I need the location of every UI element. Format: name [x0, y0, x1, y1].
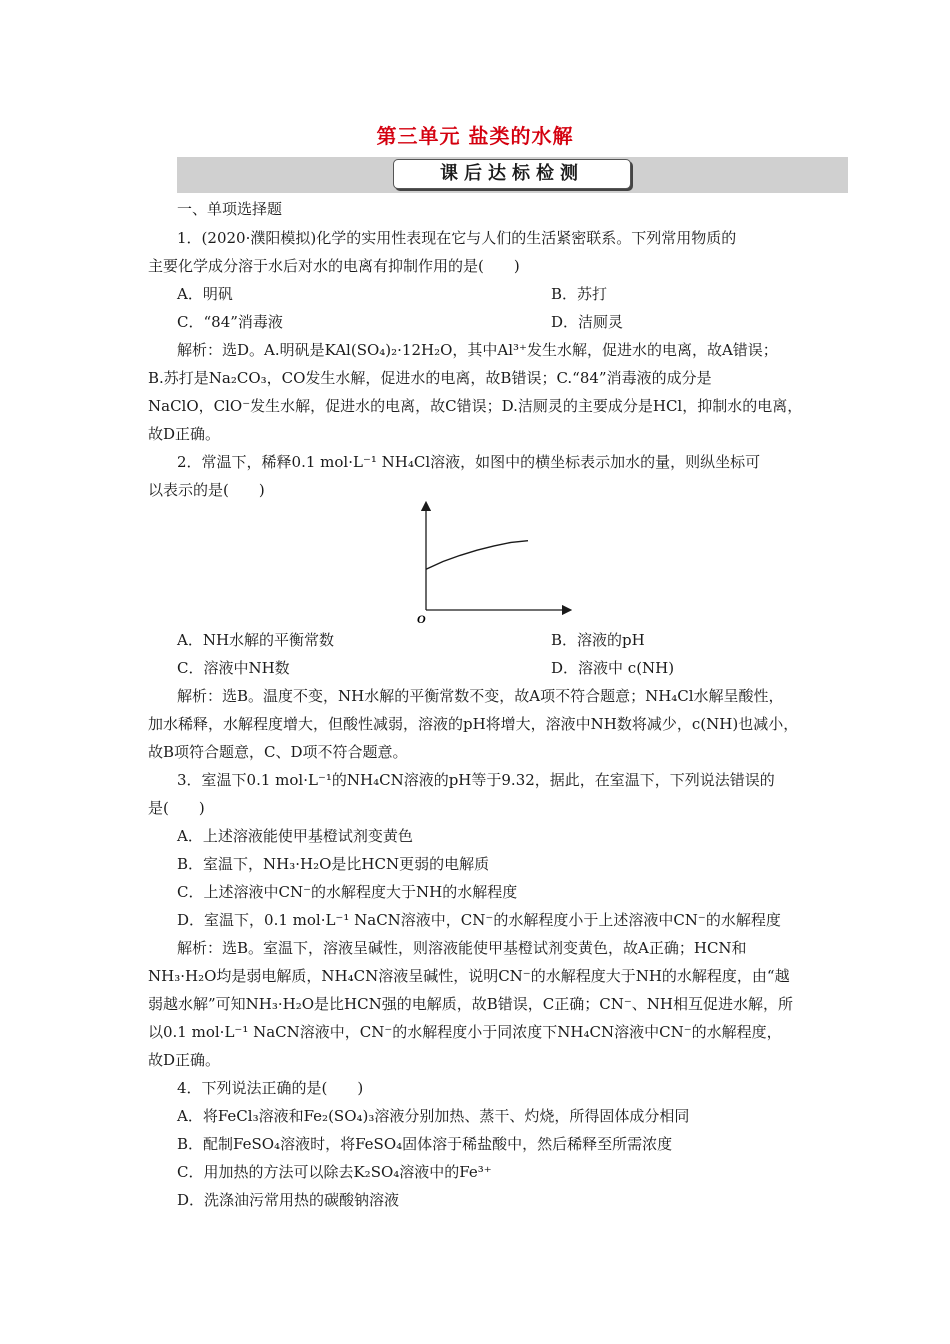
q4-option-a: A．将FeCl₃溶液和Fe₂(SO₄)₃溶液分别加热、蒸干、灼烧，所得固体成分相同	[177, 1107, 690, 1125]
q2-option-b: B．溶液的pH	[551, 631, 645, 649]
q1-stem-line-1: 1．(2020·濮阳模拟)化学的实用性表现在它与人们的生活紧密联系。下列常用物质的	[177, 229, 737, 247]
q3-explanation-line-3: 弱越水解”可知NH₃·H₂O是比HCN强的电解质，故B错误，C正确；CN⁻、NH相互促进水解，所	[148, 995, 793, 1013]
q1-stem-line-2: 主要化学成分溶于水后对水的电离有抑制作用的是( )	[148, 257, 520, 275]
q2-explanation-line-2: 加水稀释，水解程度增大，但酸性减弱，溶液的pH将增大，溶液中NH数将减少，c(NH)也减小，	[148, 715, 799, 733]
q1-explanation-line-3: NaClO，ClO⁻发生水解，促进水的电离，故C错误；D.洁厕灵的主要成分是HCl，抑制水的电离，	[148, 397, 803, 415]
q4-option-c: C．用加热的方法可以除去K₂SO₄溶液中的Fe³⁺	[177, 1163, 492, 1181]
q3-explanation-line-1: 解析：选B。室温下，溶液呈碱性，则溶液能使甲基橙试剂变黄色，故A正确；HCN和	[177, 939, 747, 957]
q3-option-b: B．室温下，NH₃·H₂O是比HCN更弱的电解质	[177, 855, 490, 873]
q3-explanation-line-5: 故D正确。	[148, 1051, 221, 1069]
q1-explanation-line-2: B.苏打是Na₂CO₃，CO发生水解，促进水的电离，故B错误；C.“84”消毒液的成分是	[148, 369, 712, 387]
q1-option-a: A．明矾	[177, 285, 233, 303]
q3-stem-line-1: 3．室温下0.1 mol·L⁻¹的NH₄CN溶液的pH等于9.32，据此，在室温下，下列说法错误的	[177, 771, 775, 789]
section-heading: 一、单项选择题	[177, 200, 283, 218]
q2-stem-line-1: 2．常温下，稀释0.1 mol·L⁻¹ NH₄Cl溶液，如图中的横坐标表示加水的量，则纵坐标可	[177, 453, 761, 471]
q2-stem-line-2: 以表示的是( )	[148, 481, 265, 499]
q1-explanation-line-4: 故D正确。	[148, 425, 221, 443]
q2-option-c: C．溶液中NH数	[177, 659, 290, 677]
q1-option-b: B．苏打	[551, 285, 608, 303]
banner-label: 课后达标检测	[393, 159, 631, 189]
q4-option-b: B．配制FeSO₄溶液时，将FeSO₄固体溶于稀盐酸中，然后稀释至所需浓度	[177, 1135, 673, 1153]
q3-explanation-line-2: NH₃·H₂O均是弱电解质，NH₄CN溶液呈碱性，说明CN⁻的水解程度大于NH的水解程度，由“越	[148, 967, 790, 985]
q1-option-c: C．“84”消毒液	[177, 313, 283, 331]
q1-explanation-line-1: 解析：选D。A.明矾是KAl(SO₄)₂·12H₂O，其中Al³⁺发生水解，促进水的电离，故A错误；	[177, 341, 778, 359]
q2-chart	[412, 500, 572, 625]
series-line	[426, 541, 528, 570]
q3-option-d: D．室温下，0.1 mol·L⁻¹ NaCN溶液中，CN⁻的水解程度小于上述溶液中CN⁻的水解程度	[177, 911, 781, 929]
section-banner	[177, 157, 848, 193]
q2-option-a: A．NH水解的平衡常数	[177, 631, 335, 649]
q3-explanation-line-4: 以0.1 mol·L⁻¹ NaCN溶液中，CN⁻的水解程度小于同浓度下NH₄CN溶液中CN⁻的水解程度，	[148, 1023, 782, 1041]
q3-option-a: A．上述溶液能使甲基橙试剂变黄色	[177, 827, 413, 845]
q2-explanation-line-3: 故B项符合题意，C、D项不符合题意。	[148, 743, 408, 761]
q4-option-d: D．洗涤油污常用热的碳酸钠溶液	[177, 1191, 400, 1209]
q2-option-d: D．溶液中 c(NH)	[551, 659, 675, 677]
q4-stem: 4．下列说法正确的是( )	[177, 1079, 364, 1097]
unit-title: 第三单元 盐类的水解	[376, 124, 574, 148]
q3-option-c: C．上述溶液中CN⁻的水解程度大于NH的水解程度	[177, 883, 518, 901]
q1-option-d: D．洁厕灵	[551, 313, 624, 331]
q3-stem-line-2: 是( )	[148, 799, 205, 817]
origin-label: O	[417, 612, 426, 625]
q2-explanation-line-1: 解析：选B。温度不变，NH水解的平衡常数不变，故A项不符合题意；NH₄Cl水解呈酸性，	[177, 687, 784, 705]
